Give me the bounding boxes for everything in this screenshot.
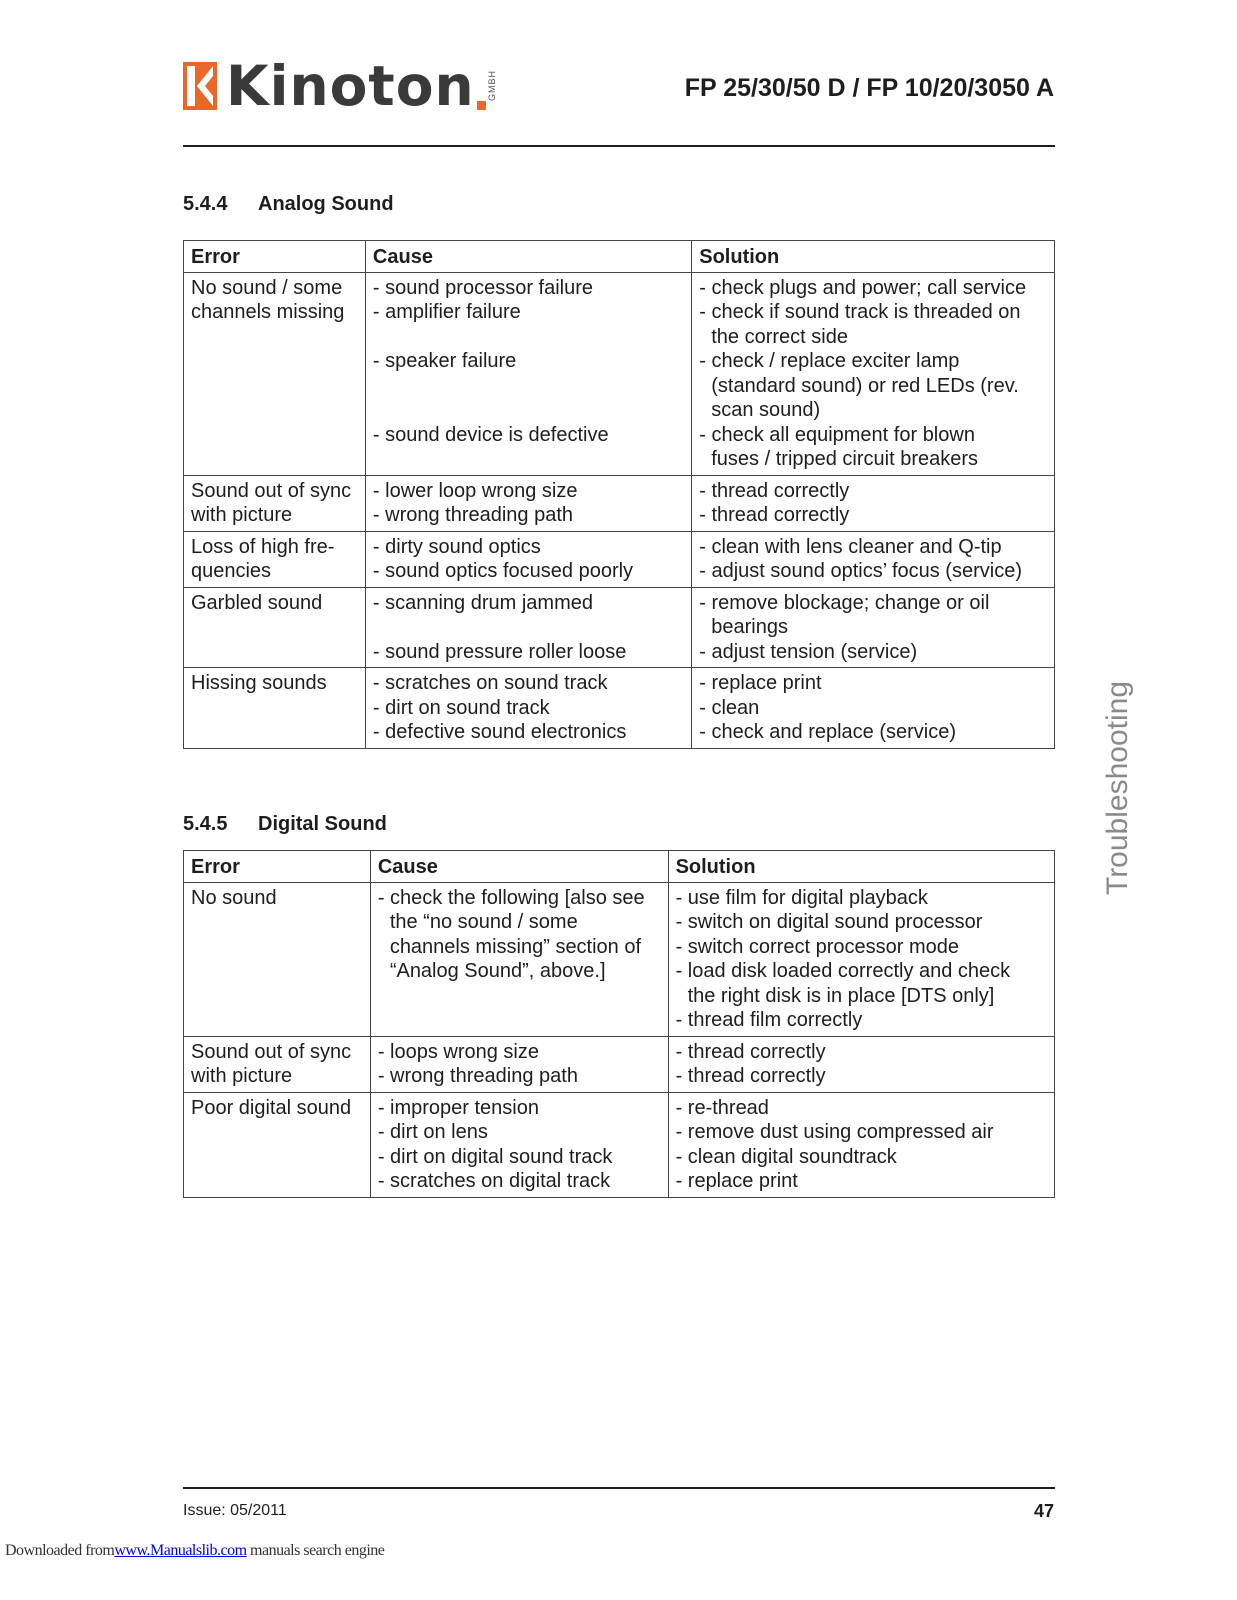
- table-row: [184, 475, 1055, 531]
- cell-line: channels missing” section of: [389, 935, 642, 958]
- header-rule: [183, 145, 1055, 147]
- cell-line: Poor digital sound: [191, 1096, 352, 1119]
- side-tab: [1101, 680, 1135, 895]
- solution-cell: [692, 587, 1055, 668]
- cell-line: channels missing: [191, 301, 345, 323]
- cell-line: - check / replace exciter lamp: [699, 350, 960, 372]
- table-header-row: [184, 851, 1055, 883]
- cell-line: scan sound): [711, 399, 821, 421]
- cell-line: bearings: [711, 616, 788, 638]
- cell-line: - check and replace (service): [699, 721, 957, 743]
- section-number: 5.4.5: [183, 813, 228, 835]
- table-header-row: [184, 241, 1055, 273]
- manualslib-link[interactable]: www.Manualslib.com: [114, 1542, 247, 1559]
- error-cell: [184, 475, 366, 531]
- column-header-error: Error: [184, 241, 366, 273]
- cell-line: - load disk loaded correctly and check: [675, 960, 1011, 982]
- solution-cell: [692, 475, 1055, 531]
- section-title: Analog Sound: [258, 193, 394, 215]
- cell-line: quencies: [191, 560, 272, 582]
- cell-line: fuses / tripped circuit breakers: [711, 448, 979, 470]
- side-tab-label: Troubleshooting: [1101, 680, 1134, 895]
- analog-sound-table: [183, 240, 1055, 749]
- error-cell: [184, 272, 366, 475]
- cell-line: - thread correctly: [699, 479, 850, 502]
- download-suffix: manuals search engine: [246, 1542, 385, 1559]
- cell-line: - sound pressure roller loose: [372, 640, 627, 663]
- solution-cell: [692, 272, 1055, 475]
- brand-dot: [477, 101, 486, 110]
- kinoton-logo-icon: [183, 62, 217, 110]
- brand-suffix: GMBH: [486, 70, 497, 101]
- error-cell: [184, 882, 371, 1036]
- cell-line: - use film for digital playback: [675, 886, 928, 909]
- cell-line: - dirt on lens: [377, 1121, 488, 1143]
- cell-line: - switch on digital sound processor: [675, 911, 983, 933]
- page-number: 47: [1033, 1501, 1054, 1521]
- table-row: [184, 587, 1055, 668]
- cell-line: Sound out of sync: [191, 479, 352, 502]
- cell-line: Garbled sound: [191, 591, 323, 614]
- section-heading-digital: [183, 813, 387, 836]
- cell-line: - sound processor failure: [372, 276, 594, 299]
- cell-line: [373, 325, 684, 350]
- brand-logo: [183, 54, 497, 118]
- cause-cell: [365, 475, 691, 531]
- cell-line: - lower loop wrong size: [372, 479, 578, 502]
- cell-line: - clean: [699, 696, 760, 719]
- cell-line: - improper tension: [377, 1096, 539, 1119]
- cell-line: - scratches on sound track: [372, 672, 608, 694]
- cell-line: - check if sound track is threaded on: [699, 301, 1021, 323]
- cell-line: [373, 398, 684, 423]
- cell-line: - thread correctly: [699, 504, 850, 526]
- cell-line: Hissing sounds: [191, 672, 327, 694]
- cell-line: Loss of high fre-: [191, 535, 335, 558]
- cell-line: (standard sound) or red LEDs (rev.: [711, 374, 1019, 397]
- cell-line: - sound optics focused poorly: [372, 560, 634, 582]
- brand-name: Kinoton: [226, 54, 475, 118]
- cell-line: - thread film correctly: [675, 1009, 863, 1031]
- cell-line: - adjust sound optics’ focus (service): [699, 560, 1022, 582]
- error-cell: [184, 1092, 371, 1197]
- cause-cell: [370, 1036, 668, 1092]
- cell-line: - thread correctly: [675, 1040, 826, 1063]
- cell-line: - clean digital soundtrack: [675, 1145, 897, 1168]
- cause-cell: [370, 1092, 668, 1197]
- table-row: [184, 531, 1055, 587]
- section-heading-analog: [183, 193, 394, 216]
- cell-line: No sound / some: [191, 276, 343, 299]
- document-title: FP 25/30/50 D / FP 10/20/3050 A: [684, 74, 1054, 102]
- column-header-solution: Solution: [692, 241, 1055, 273]
- solution-cell: [692, 668, 1055, 749]
- column-header-error: Error: [184, 851, 371, 883]
- cell-line: - check all equipment for blown: [699, 423, 975, 446]
- cell-line: - loops wrong size: [377, 1040, 539, 1063]
- cause-cell: [365, 531, 691, 587]
- cell-line: - remove blockage; change or oil: [699, 591, 990, 614]
- error-cell: [184, 668, 366, 749]
- cell-line: - replace print: [699, 672, 822, 694]
- table-row: [184, 272, 1055, 475]
- download-notice: [5, 1542, 384, 1560]
- cell-line: - sound device is defective: [372, 423, 609, 446]
- cell-line: - re-thread: [675, 1096, 769, 1119]
- cell-line: - clean with lens cleaner and Q-tip: [699, 535, 1002, 558]
- cause-cell: [365, 587, 691, 668]
- cell-line: the right disk is in place [DTS only]: [687, 984, 995, 1007]
- column-header-cause: Cause: [370, 851, 668, 883]
- cell-line: with picture: [191, 504, 293, 526]
- cell-line: No sound: [191, 886, 277, 909]
- cause-cell: [365, 668, 691, 749]
- digital-sound-table: [183, 850, 1055, 1198]
- cell-line: - speaker failure: [372, 350, 517, 372]
- cell-line: - check the following [also see: [377, 886, 645, 909]
- cell-line: - scanning drum jammed: [372, 591, 593, 614]
- cell-line: - defective sound electronics: [372, 721, 627, 743]
- solution-cell: [668, 1092, 1054, 1197]
- error-cell: [184, 531, 366, 587]
- cell-line: - wrong threading path: [377, 1065, 578, 1087]
- cell-line: - dirt on digital sound track: [377, 1145, 613, 1168]
- column-header-solution: Solution: [668, 851, 1054, 883]
- solution-cell: [692, 531, 1055, 587]
- cell-line: - switch correct processor mode: [675, 935, 959, 958]
- cell-line: [373, 615, 684, 640]
- table-row: [184, 1036, 1055, 1092]
- cell-line: with picture: [191, 1065, 293, 1087]
- solution-cell: [668, 882, 1054, 1036]
- table-row: [184, 668, 1055, 749]
- cell-line: the correct side: [711, 325, 848, 348]
- cell-line: - wrong threading path: [372, 504, 574, 526]
- issue-date: Issue: 05/2011: [183, 1502, 287, 1519]
- section-number: 5.4.4: [183, 193, 228, 215]
- table-row: [184, 1092, 1055, 1197]
- cell-line: - thread correctly: [675, 1065, 826, 1087]
- column-header-cause: Cause: [365, 241, 691, 273]
- cell-line: [373, 374, 684, 399]
- table-row: [184, 882, 1055, 1036]
- cell-line: Sound out of sync: [191, 1040, 352, 1063]
- cell-line: - scratches on digital track: [377, 1170, 611, 1192]
- solution-cell: [668, 1036, 1054, 1092]
- cell-line: - adjust tension (service): [699, 640, 918, 663]
- section-title: Digital Sound: [258, 813, 387, 835]
- cause-cell: [365, 272, 691, 475]
- error-cell: [184, 587, 366, 668]
- cell-line: - amplifier failure: [372, 301, 521, 323]
- cell-line: the “no sound / some: [389, 911, 578, 933]
- cell-line: “Analog Sound”, above.]: [389, 960, 606, 982]
- cause-cell: [370, 882, 668, 1036]
- download-prefix: Downloaded from: [5, 1542, 115, 1559]
- cell-line: - dirty sound optics: [372, 535, 541, 558]
- cell-line: - remove dust using compressed air: [675, 1121, 994, 1143]
- cell-line: - dirt on sound track: [372, 696, 550, 719]
- cell-line: - replace print: [675, 1170, 798, 1192]
- cell-line: - check plugs and power; call service: [699, 276, 1027, 299]
- footer-rule: [183, 1487, 1055, 1489]
- error-cell: [184, 1036, 371, 1092]
